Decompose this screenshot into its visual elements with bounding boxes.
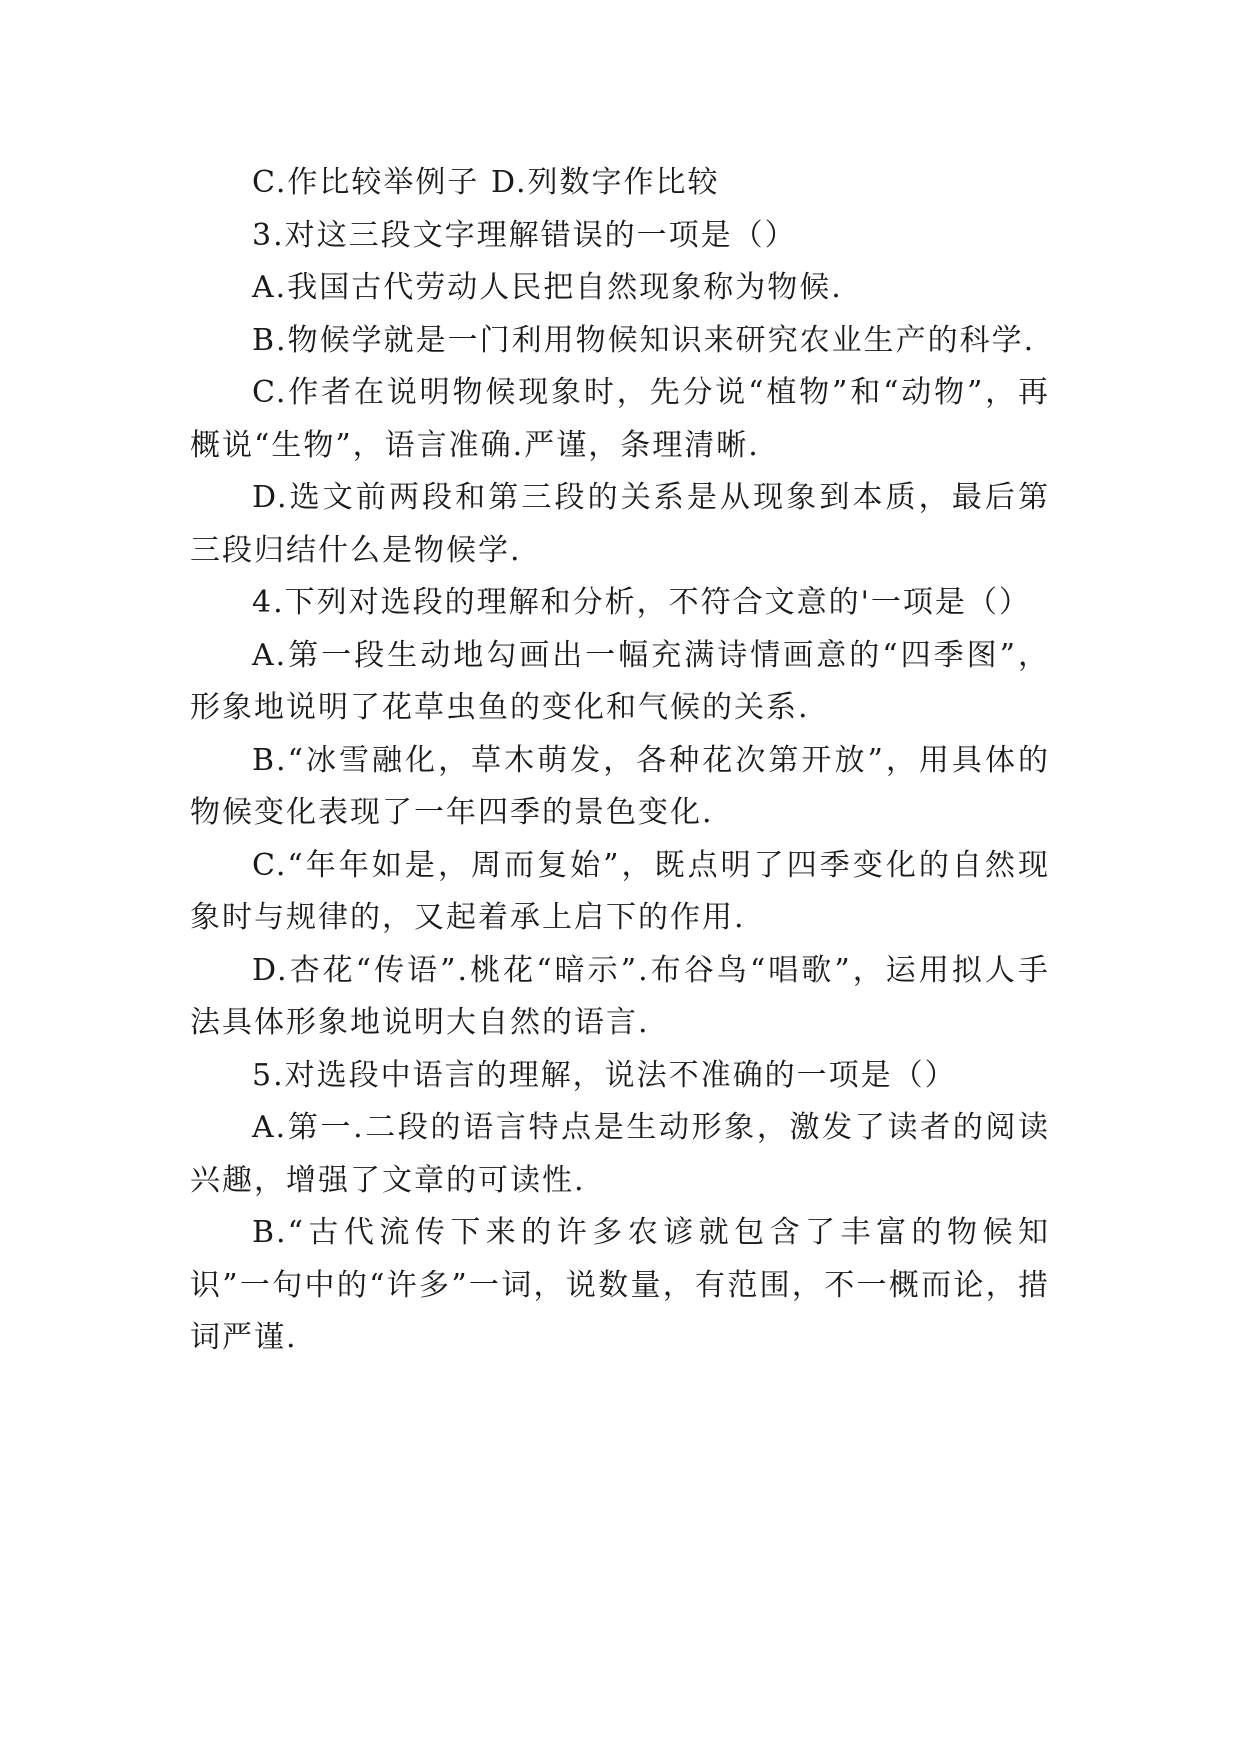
question-4: 4.下列对选段的理解和分析，不符合文意的'一项是（）: [252, 585, 1031, 620]
option-d-q3: D.选文前两段和第三段的关系是从现象到本质，最后第三段归结什么是物候学.: [190, 480, 1050, 568]
option-c-q3: C.作者在说明物候现象时，先分说“植物”和“动物”，再概说“生物”，语言准确.严谨，条理清晰.: [190, 375, 1050, 463]
option-c-q2: C.作比较举例子 D.列数字作比较: [252, 165, 720, 200]
option-b-q5: B.“古代流传下来的许多农谚就包含了丰富的物候知识”一句中的“许多”一词，说数量，有范围，不一概而论，措词严谨.: [190, 1215, 1050, 1355]
document-body: [190, 157, 1050, 1365]
option-a-q3: A.我国古代劳动人民把自然现象称为物候.: [252, 270, 843, 305]
option-b-q4: B.“冰雪融化，草木萌发，各种花次第开放”，用具体的物候变化表现了一年四季的景色变化.: [190, 742, 1050, 830]
option-a-q5: A.第一.二段的语言特点是生动形象，激发了读者的阅读兴趣，增强了文章的可读性.: [190, 1110, 1050, 1198]
option-b-q3: B.物候学就是一门利用物候知识来研究农业生产的科学.: [252, 322, 1036, 358]
option-d-q4: D.杏花“传语”.桃花“暗示”.布谷鸟“唱歌”，运用拟人手法具体形象地说明大自然的语言.: [190, 952, 1050, 1040]
option-a-q4: A.第一段生动地勾画出一幅充满诗情画意的“四季图”，形象地说明了花草虫鱼的变化和气候的关系.: [190, 637, 1050, 725]
option-c-q4: C.“年年如是，周而复始”，既点明了四季变化的自然现象时与规律的，又起着承上启下的作用.: [190, 847, 1050, 935]
question-3: 3.对这三段文字理解错误的一项是（）: [252, 217, 797, 253]
question-5: 5.对选段中语言的理解，说法不准确的一项是（）: [252, 1057, 957, 1093]
